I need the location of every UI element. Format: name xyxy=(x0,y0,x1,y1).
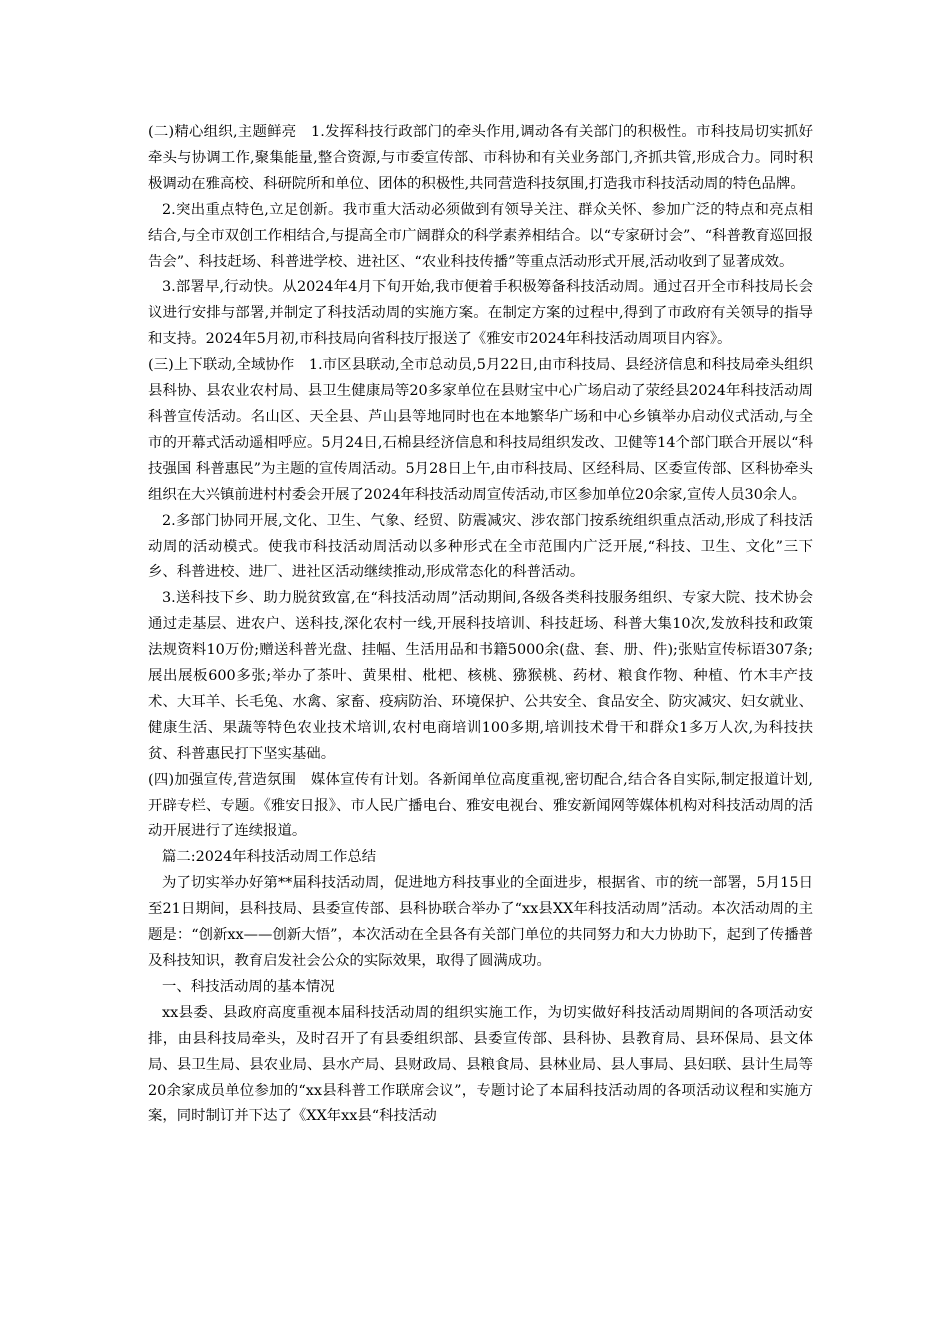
paragraph: 为了切实举办好第**届科技活动周，促进地方科技事业的全面进步，根据省、市的统一部署，5月15日至21日期间，县科技局、县委宣传部、县科协联合举办了“xx县XX年科技活动周”活动。本次活动周的主题是：“创新xx——创新大悟”，本次活动在全县各有关部门单位的共同努力和大力协助下，起到了传播普及科技知识，教育启发社会公众的实际效果，取得了圆满成功。 xyxy=(148,875,813,969)
paragraph: (四)加强宣传,营造氛围 媒体宣传有计划。各新闻单位高度重视,密切配合,结合各自实际,制定报道计划,开辟专栏、专题。《雅安日报》、市人民广播电台、雅安电视台、雅安新闻网等媒体机构对科技活动周的活动开展进行了连续报道。 xyxy=(148,771,813,840)
paragraph: (三)上下联动,全域协作 1.市区县联动,全市总动员,5月22日,由市科技局、县经济信息和科技局牵头组织县科协、县农业农村局、县卫生健康局等20多家单位在县财宝中心广场启动了荥经县2024年科技活动周科普宣传活动。名山区、天全县、芦山县等地同时也在本地繁华广场和中心乡镇举办启动仪式活动,与全市的开幕式活动遥相呼应。5月24日,石棉县经济信息和科技局组织发改、卫健等14个部门联合开展以“科技强国 科普惠民”为主题的宣传周活动。5月28日上午,由市科技局、区经科局、区委宣传部、区科协牵头组织在大兴镇前进村村委会开展了2024年科技活动周宣传活动,市区参加单位20余家,宣传人员30余人。 xyxy=(148,357,813,503)
paragraph: 2.突出重点特色,立足创新。我市重大活动必须做到有领导关注、群众关怀、参加广泛的特点和亮点相结合,与全市双创工作相结合,与提高全市广阔群众的科学素养相结合。以“专家研讨会”、“科普教育巡回报告会”、科技赶场、科普进学校、进社区、“农业科技传播”等重点活动形式开展,活动收到了显著成效。 xyxy=(148,201,813,270)
paragraph: 3.部署早,行动快。从2024年4月下旬开始,我市便着手积极筹备科技活动周。通过召开全市科技局长会议进行安排与部署,并制定了科技活动周的实施方案。在制定方案的过程中,得到了市政府有关领导的指导和支持。2024年5月初,市科技局向省科技厅报送了《雅安市2024年科技活动周项目内容》。 xyxy=(148,279,813,348)
section-heading: 一、科技活动周的基本情况 xyxy=(162,978,335,995)
paragraph: (二)精心组织,主题鲜亮 1.发挥科技行政部门的牵头作用,调动各有关部门的积极性。市科技局切实抓好牵头与协调工作,聚集能量,整合资源,与市委宣传部、市科协和有关业务部门,齐抓共管,形成合力。同时积极调动在雅高校、科研院所和单位、团体的积极性,共同营造科技氛围,打造我市科技活动周的特色品牌。 xyxy=(148,124,813,192)
paragraph: xx县委、县政府高度重视本届科技活动周的组织实施工作，为切实做好科技活动周期间的各项活动安排，由县科技局牵头，及时召开了有县委组织部、县委宣传部、县科协、县教育局、县环保局、县文体局、县卫生局、县农业局、县水产局、县财政局、县粮食局、县林业局、县人事局、县妇联、县计生局等20余家成员单位参加的“xx县科普工作联席会议”，专题讨论了本届科技活动周的各项活动议程和实施方案，同时制订并下达了《XX年xx县“科技活动 xyxy=(148,1004,813,1125)
paragraph: 3.送科技下乡、助力脱贫致富,在“科技活动周”活动期间,各级各类科技服务组织、专家大院、技术协会通过走基层、进农户、送科技,深化农村一线,开展科技培训、科技赶场、科普大集10次,发放科技和政策法规资料10万份;赠送科普光盘、挂幅、生活用品和书籍5000余(盘、套、册、件);张贴宣传标语307条;展出展板600多张;举办了茶叶、黄果柑、枇杷、核桃、猕猴桃、药材、粮食作物、种植、竹木丰产技术、大耳羊、长毛兔、水禽、家畜、疫病防治、环境保护、公共安全、食品安全、防灾减灾、妇女就业、健康生活、果蔬等特色农业技术培训,农村电商培训100多期,培训技术骨干和群众1多万人次,为科技扶贫、科普惠民打下坚实基础。 xyxy=(148,590,813,762)
paragraph: 2.多部门协同开展,文化、卫生、气象、经贸、防震减灾、涉农部门按系统组织重点活动,形成了科技活动周的活动模式。使我市科技活动周活动以多种形式在全市范围内广泛开展,“科技、卫生、文化”三下乡、科普进校、进厂、进社区活动继续推动,形成常态化的科普活动。 xyxy=(148,512,813,581)
section-heading: 篇二:2024年科技活动周工作总结 xyxy=(162,849,377,866)
document-page xyxy=(148,120,813,1130)
